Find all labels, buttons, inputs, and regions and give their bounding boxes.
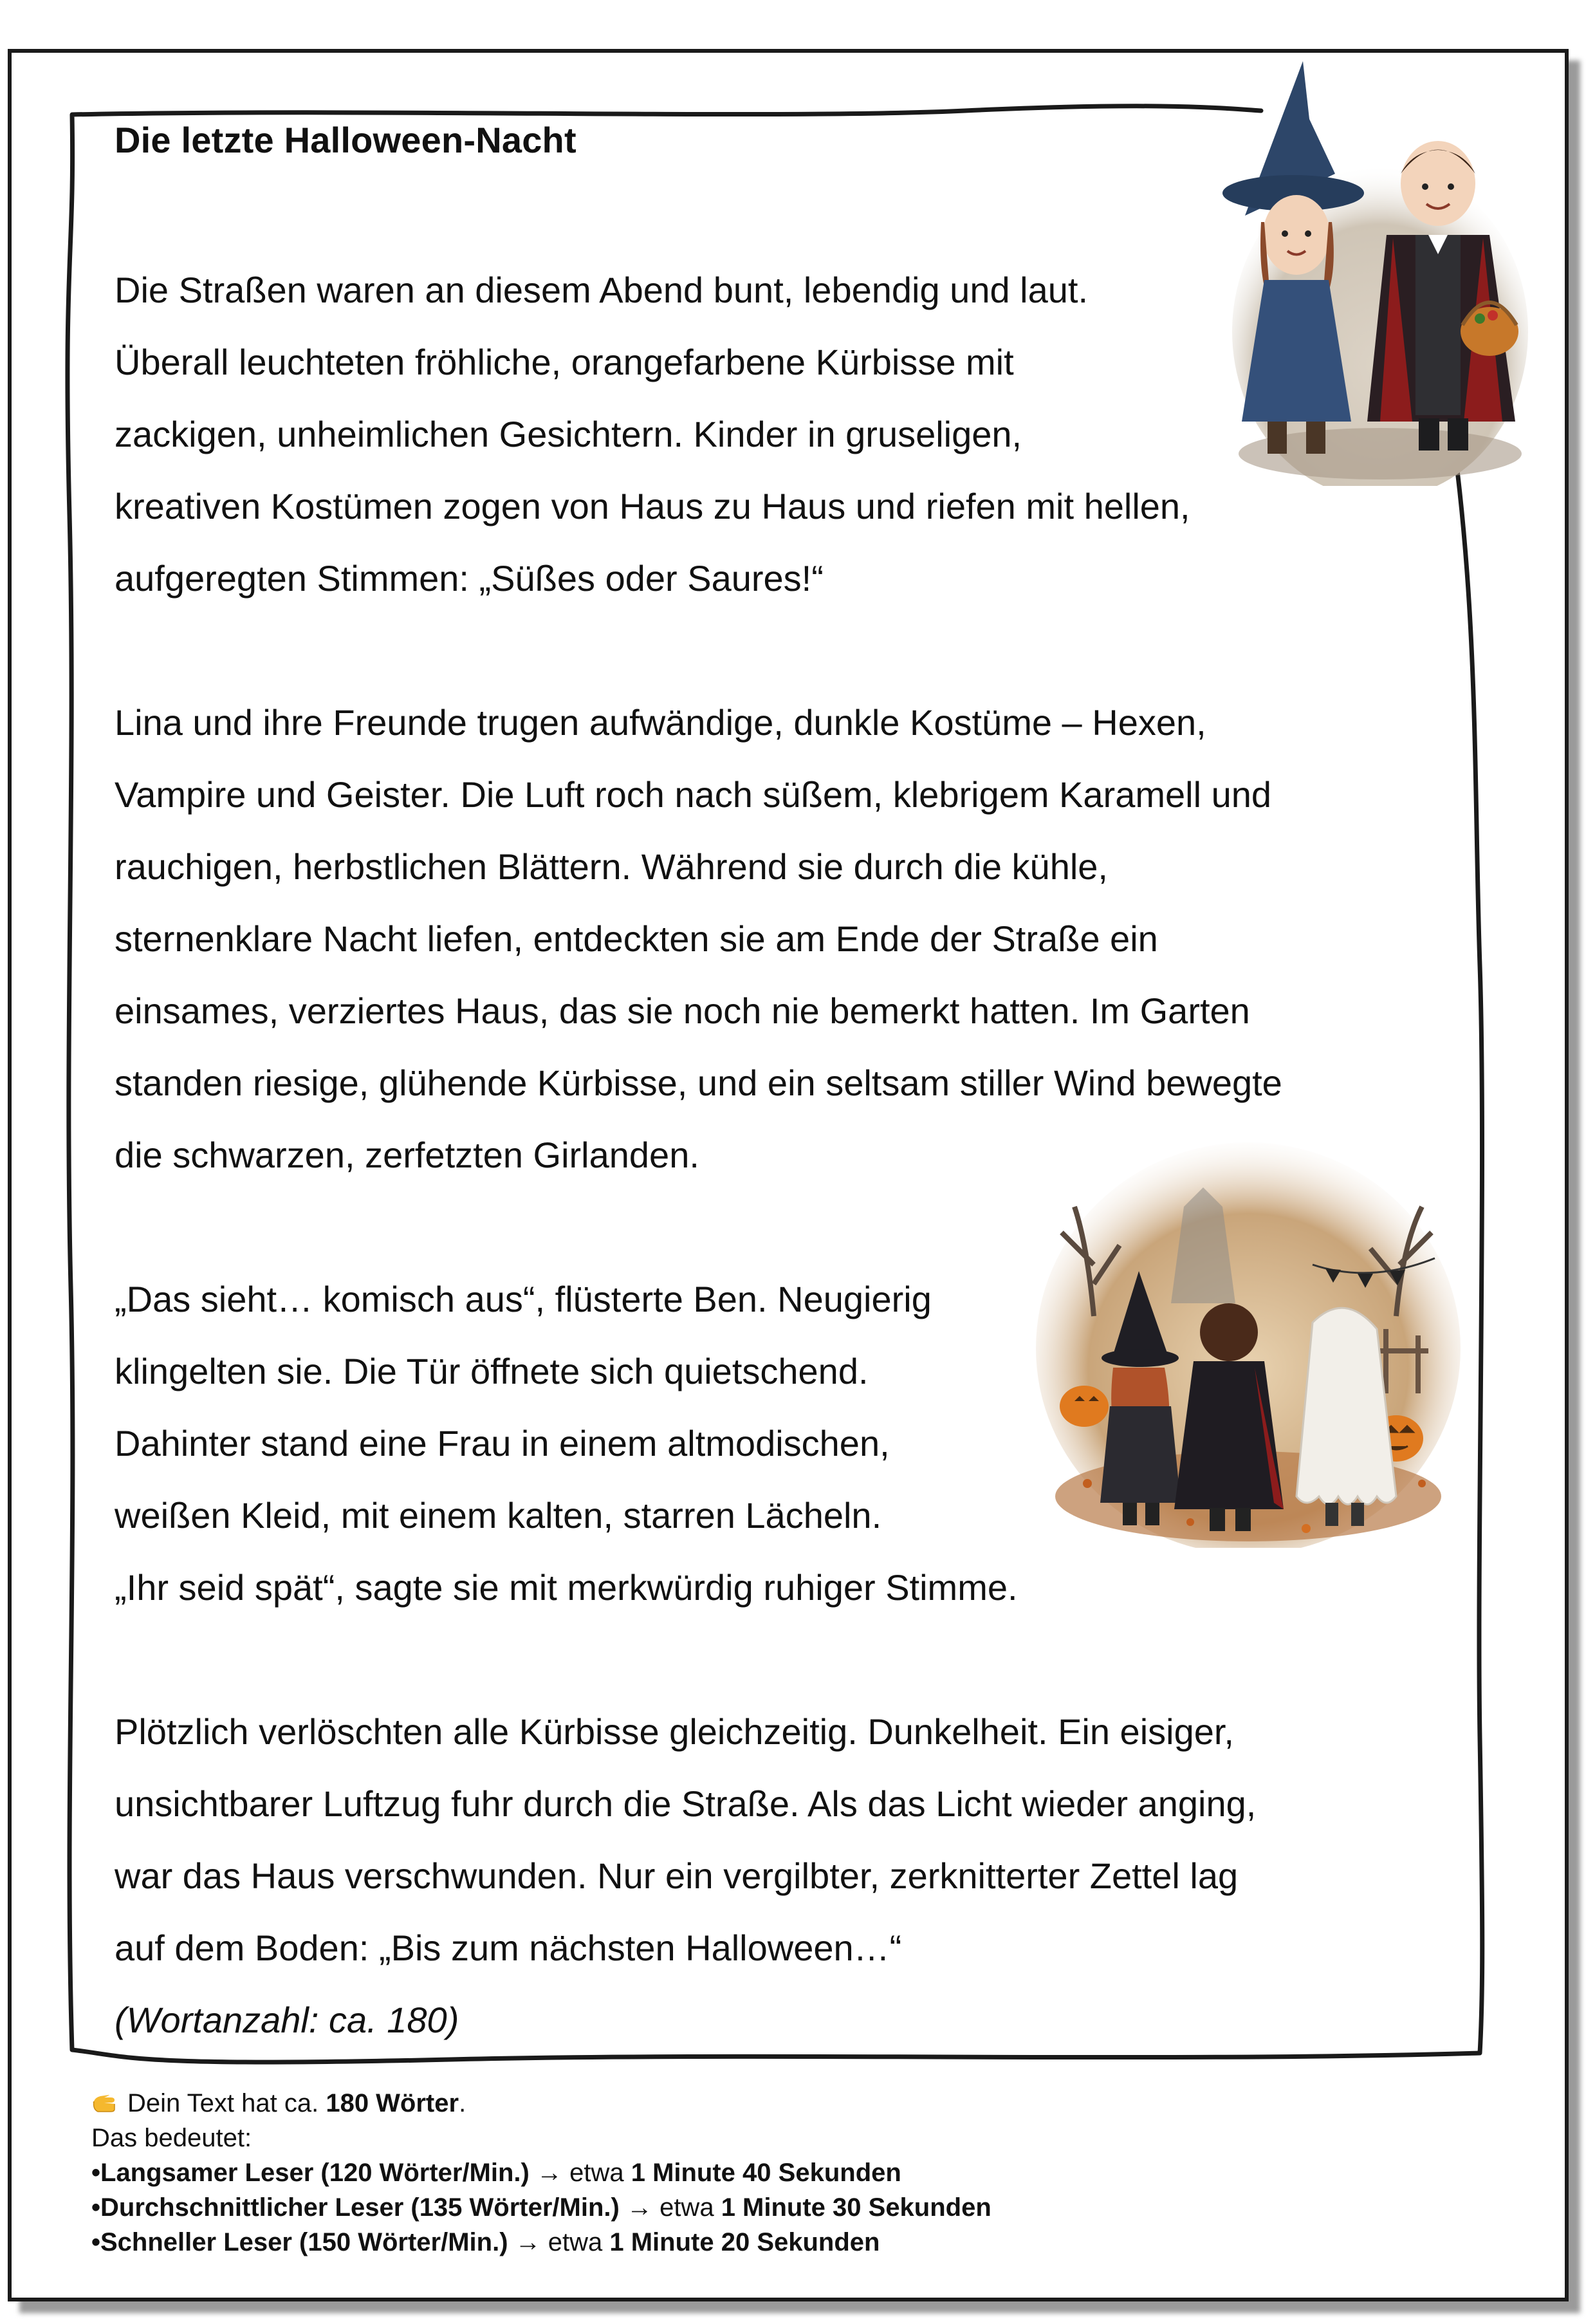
paragraph-4-line: auf dem Boden: „Bis zum nächsten Halloween…“ — [115, 1928, 902, 1968]
reader-arrow: → etwa — [619, 2193, 721, 2222]
reader-time: 1 Minute 30 Sekunden — [721, 2193, 991, 2222]
reader-time: 1 Minute 40 Sekunden — [631, 2159, 901, 2187]
reading-info-fast-reader — [91, 2229, 880, 2255]
paragraph-2-line: einsames, verziertes Haus, das sie noch nie bemerkt hatten. Im Garten — [115, 990, 1250, 1031]
reader-label: •Langsamer Leser (120 Wörter/Min.) — [91, 2159, 530, 2187]
paragraph-3-line: Dahinter stand eine Frau in einem altmodischen, — [115, 1423, 890, 1464]
paragraph-1-line: Die Straßen waren an diesem Abend bunt, lebendig und laut. — [115, 270, 1089, 310]
reader-time: 1 Minute 20 Sekunden — [609, 2228, 880, 2256]
reader-arrow: → etwa — [529, 2159, 631, 2187]
paragraph-4-line: Plötzlich verlöschten alle Kürbisse gleichzeitig. Dunkelheit. Ein eisiger, — [115, 1711, 1234, 1752]
reading-info-intro-prefix: Dein Text hat ca. — [127, 2089, 326, 2117]
paragraph-2-line: Vampire und Geister. Die Luft roch nach süßem, klebrigem Karamell und — [115, 774, 1272, 815]
witch-and-vampire-illustration — [1219, 61, 1528, 486]
paragraph-1-line: kreativen Kostümen zogen von Haus zu Haus und riefen mit hellen, — [115, 486, 1190, 526]
word-count-note: (Wortanzahl: ca. 180) — [115, 2000, 459, 2040]
story-title: Die letzte Halloween-Nacht — [115, 120, 576, 160]
paragraph-1-line: Überall leuchteten fröhliche, orangefarbene Kürbisse mit — [115, 342, 1014, 382]
reading-info-intro-suffix: . — [459, 2089, 466, 2117]
reading-info-meaning: Das bedeutet: — [91, 2124, 252, 2152]
paragraph-2-line: standen riesige, glühende Kürbisse, und ein seltsam stiller Wind bewegte — [115, 1063, 1282, 1103]
reading-info-average-reader — [91, 2195, 991, 2220]
paragraph-4-line: war das Haus verschwunden. Nur ein vergilbter, zerknitterter Zettel lag — [115, 1855, 1239, 1896]
paragraph-1-line: aufgeregten Stimmen: „Süßes oder Saures!“ — [115, 558, 824, 599]
pointing-hand-icon — [91, 2095, 122, 2114]
reader-label: •Schneller Leser (150 Wörter/Min.) — [91, 2228, 508, 2256]
paragraph-3-line: weißen Kleid, mit einem kalten, starren Lächeln. — [115, 1495, 882, 1536]
reading-info-word-total: 180 Wörter — [326, 2089, 459, 2117]
paragraph-2-line: rauchigen, herbstlichen Blättern. Während sie durch die kühle, — [115, 846, 1108, 887]
paragraph-2-line: sternenklare Nacht liefen, entdeckten sie am Ende der Straße ein — [115, 918, 1158, 959]
reading-info-intro — [91, 2090, 466, 2116]
paragraph-3-line: klingelten sie. Die Tür öffnete sich quietschend. — [115, 1351, 869, 1391]
children-walking-illustration — [1036, 1136, 1461, 1548]
reader-label: •Durchschnittlicher Leser (135 Wörter/Min.) — [91, 2193, 620, 2222]
paragraph-2-line: die schwarzen, zerfetzten Girlanden. — [115, 1135, 699, 1175]
paragraph-4-line: unsichtbarer Luftzug fuhr durch die Straße. Als das Licht wieder anging, — [115, 1783, 1257, 1824]
paragraph-3-line: „Ihr seid spät“, sagte sie mit merkwürdig ruhiger Stimme. — [115, 1567, 1018, 1608]
reading-info-slow-reader — [91, 2160, 901, 2186]
reader-arrow: → etwa — [508, 2228, 610, 2256]
paragraph-3-line: „Das sieht… komisch aus“, flüsterte Ben. Neugierig — [115, 1279, 932, 1319]
paragraph-1-line: zackigen, unheimlichen Gesichtern. Kinder in gruseligen, — [115, 414, 1022, 454]
paragraph-2-line: Lina und ihre Freunde trugen aufwändige, dunkle Kostüme – Hexen, — [115, 702, 1206, 743]
